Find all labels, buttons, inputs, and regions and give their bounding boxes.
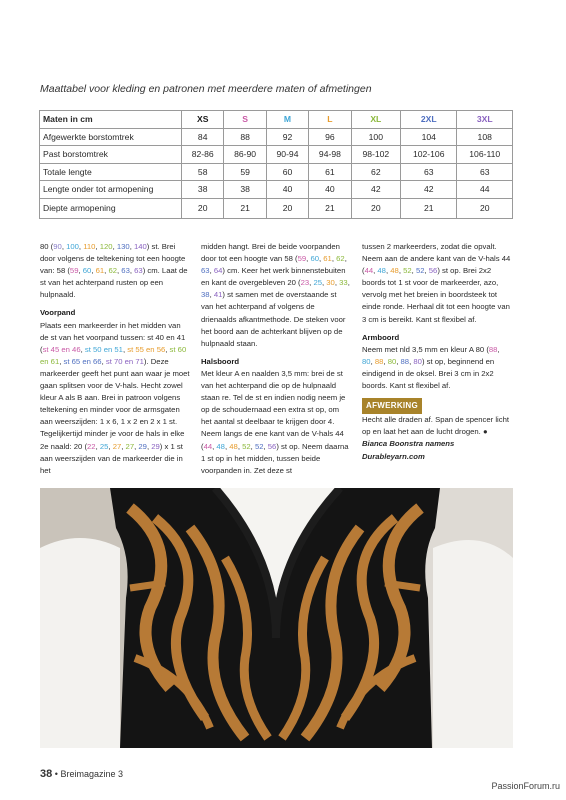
product-photo [40, 488, 513, 748]
text-column-2 [201, 241, 351, 477]
table-cell: 94-98 [309, 146, 351, 164]
paragraph: Met kleur A en naalden 3,5 mm: brei de st van het achterpand die op de hulpnaald staan re. Tel de st en indien nodig neem je op de schoudernaad een extra st op, om het aantal st deelbaar te krijgen door 4. Neem langs de ene kant van de V-hals 44 (44, 48, 48, 52, 52, 56) st op. Neem daarna 1 st op in het midden, tussen beide voorpanden in. Zet deze st [201, 368, 349, 475]
watermark: PassionForum.ru [491, 781, 560, 791]
author-credit: Bianca Boonstra namens [362, 439, 455, 449]
text-column-3 [362, 241, 512, 463]
section-heading-voorpand: Voorpand [40, 308, 76, 318]
table-cell: 108 [457, 128, 513, 146]
size-xs: XS [182, 111, 224, 129]
knitted-vest-illustration [40, 488, 513, 748]
table-header-label: Maten in cm [40, 111, 182, 129]
table-cell: 58 [182, 163, 224, 181]
table-cell: 40 [266, 181, 308, 199]
table-row [40, 198, 513, 218]
table-cell: 82-86 [182, 146, 224, 164]
table-cell: 104 [401, 128, 457, 146]
paragraph: 80 (90, 100, 110, 120, 130, 140) st. Brei door volgens de teltekening tot een hoogte van: 58 (59, 60, 61, 62, 63, 63) cm. Laat de st van het achterpand rusten op een hulpnaald. [40, 242, 188, 300]
row-label: Diepte armopening [40, 198, 182, 218]
size-2xl: 2XL [401, 111, 457, 129]
table-cell: 40 [309, 181, 351, 199]
table-cell: 38 [182, 181, 224, 199]
table-cell: 63 [401, 163, 457, 181]
table-cell: 98-102 [351, 146, 400, 164]
table-cell: 62 [351, 163, 400, 181]
table-cell: 60 [266, 163, 308, 181]
table-cell: 42 [401, 181, 457, 199]
author-credit-website: Durableyarn.com [362, 451, 425, 461]
size-table-header [40, 111, 513, 129]
table-cell: 59 [224, 163, 266, 181]
table-cell: 92 [266, 128, 308, 146]
paragraph: Plaats een markeerder in het midden van de st van het voorpand tussen: st 40 en 41 (st 45 en 46, st 50 en 51, st 55 en 56, st 60 en 61, st 65 en 66, st 70 en 71). Deze markeerder geeft het punt aan waar je moet gaan splitsen voor de V-hals. Hecht zowel kleur A als B aan. Brei in patroon volgens teltekening en minder voor de armsgaten aan weerszijden: 1 x 6, 1 x 2 en 2 x 1 st. Tegelijkertijd minder je voor de hals in elke 2e naald: 20 (22, 25, 27, 27, 29, 29) x 1 st aan weerszijden van de markeerder die in het [40, 320, 190, 475]
row-label: Lengte onder tot armopening [40, 181, 182, 199]
table-cell: 102-106 [401, 146, 457, 164]
table-row [40, 128, 513, 146]
size-l: L [309, 111, 351, 129]
magazine-name: Breimagazine 3 [60, 769, 123, 779]
size-table [39, 110, 513, 219]
table-cell: 38 [224, 181, 266, 199]
paragraph: tussen 2 markeerders, zodat die opvalt. Neem aan de andere kant van de V-hals 44 (44, 48, 48, 52, 52, 56) st op. Brei 2x2 boords tot 1 st voor de markeerder, azo, vervolg met het breien in boordsteek tot einde ronde. Herhaal dit tot een hoogte van 3 cm is bereikt. Kant st flexibel af. [362, 242, 511, 324]
table-cell: 20 [182, 198, 224, 218]
size-s: S [224, 111, 266, 129]
table-cell: 20 [351, 198, 400, 218]
table-cell: 106-110 [457, 146, 513, 164]
table-cell: 86-90 [224, 146, 266, 164]
size-m: M [266, 111, 308, 129]
table-cell: 90-94 [266, 146, 308, 164]
table-cell: 61 [309, 163, 351, 181]
table-cell: 63 [457, 163, 513, 181]
paragraph: midden hangt. Brei de beide voorpanden door tot een hoogte van 58 (59, 60, 61, 62, 63, 64) cm. Keer het werk binnenstebuiten en kant de overgebleven 20 (23, 25, 30, 33, 38, 41) st samen met de overstaande st van het achterpand af volgens de drienaalds afkantmethode. De steken voor het boord aan de achterkant blijven op de hulpnaald staan. [201, 242, 350, 348]
paragraph: Hecht alle draden af. Span de spencer licht op en laat het aan de lucht drogen. ● [362, 415, 510, 437]
table-cell: 20 [457, 198, 513, 218]
table-cell: 96 [309, 128, 351, 146]
text-column-1 [40, 241, 190, 477]
table-cell: 21 [309, 198, 351, 218]
table-cell: 44 [457, 181, 513, 199]
page-footer [40, 768, 123, 780]
size-3xl: 3XL [457, 111, 513, 129]
table-cell: 42 [351, 181, 400, 199]
table-cell: 20 [266, 198, 308, 218]
page-number: 38 [40, 768, 53, 780]
row-label: Past borstomtrek [40, 146, 182, 164]
table-row [40, 163, 513, 181]
paragraph: Neem met nld 3,5 mm en kleur A 80 (88, 80, 88, 80, 88, 80) st op, beginnend en eindigend in de oksel. Brei 3 cm in 2x2 boords. Kant st flexibel af. [362, 344, 500, 391]
footer-bullet: • [54, 769, 58, 779]
section-heading-armboord: Armboord [362, 332, 400, 342]
table-cell: 21 [401, 198, 457, 218]
table-cell: 84 [182, 128, 224, 146]
table-caption: Maattabel voor kleding en patronen met meerdere maten of afmetingen [40, 83, 372, 95]
row-label: Totale lengte [40, 163, 182, 181]
section-heading-afwerking: AFWERKING [362, 398, 422, 414]
table-row [40, 146, 513, 164]
size-xl: XL [351, 111, 400, 129]
row-label: Afgewerkte borstomtrek [40, 128, 182, 146]
table-cell: 88 [224, 128, 266, 146]
table-row [40, 181, 513, 199]
table-cell: 21 [224, 198, 266, 218]
section-heading-halsboord: Halsboord [201, 356, 240, 366]
table-cell: 100 [351, 128, 400, 146]
